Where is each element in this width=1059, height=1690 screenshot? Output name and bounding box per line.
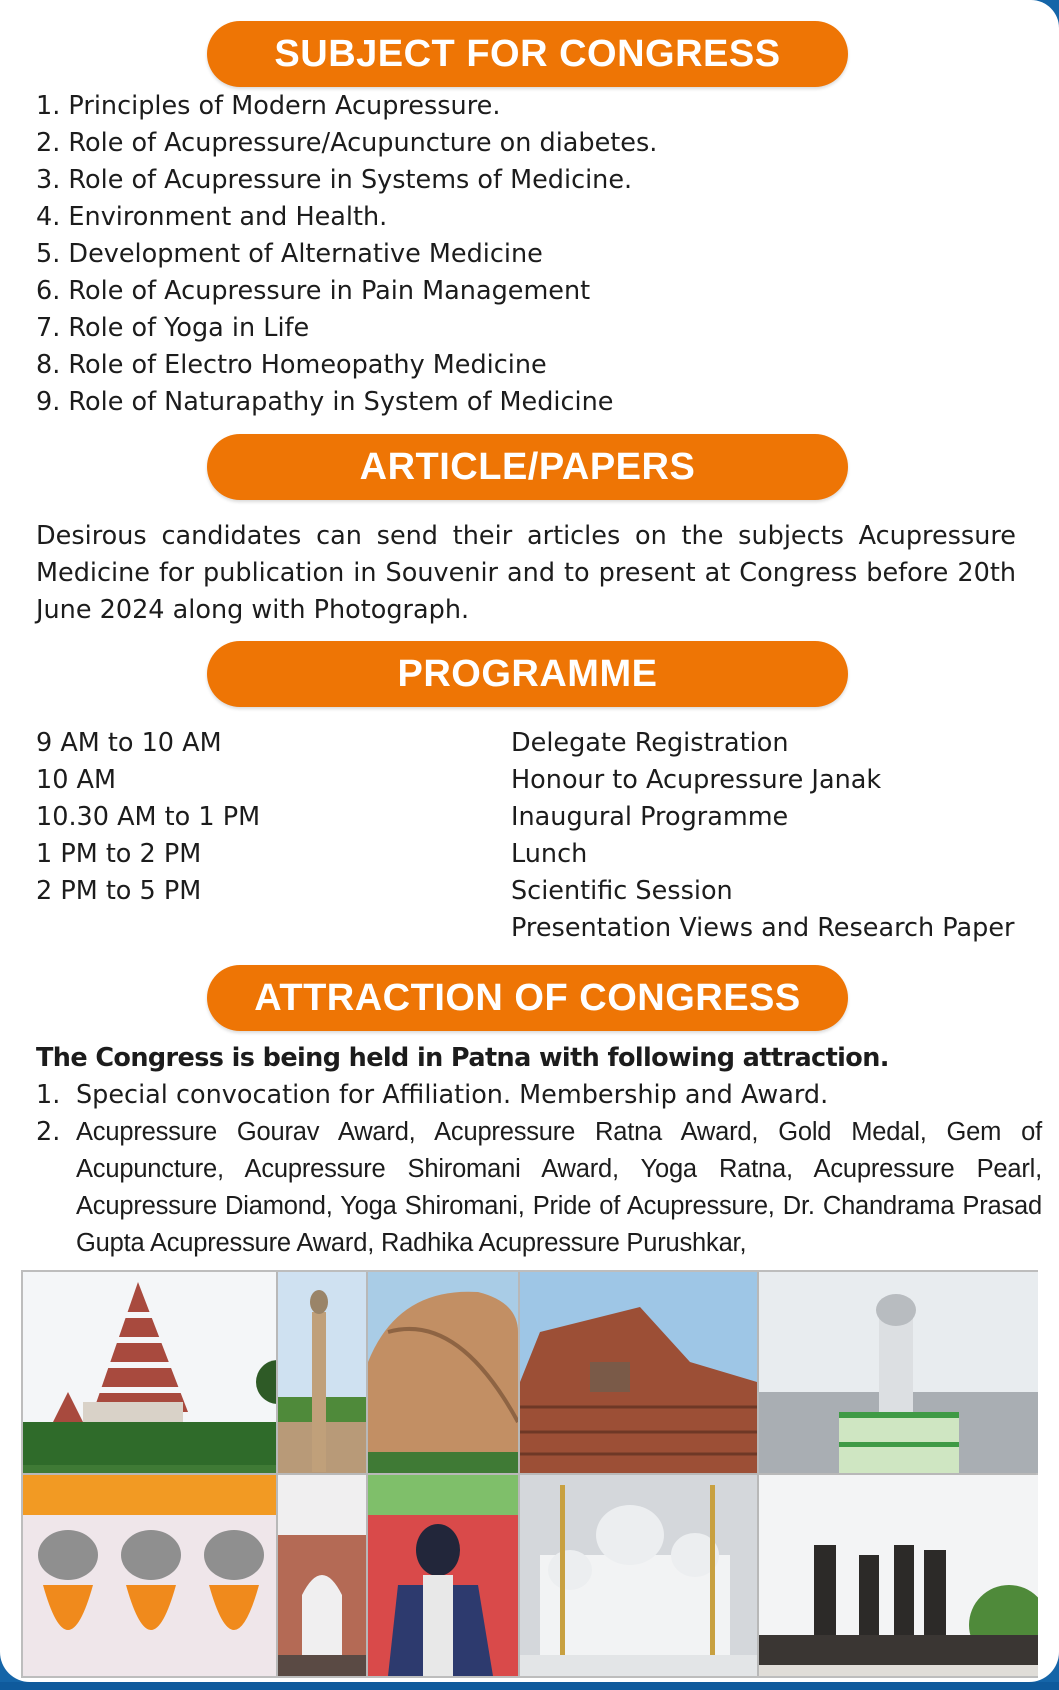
goddess-idol-photo [368,1475,518,1676]
programme-time: 1 PM to 2 PM [36,839,202,869]
subject-item: 6. Role of Acupressure in Pain Management [36,276,591,306]
attraction-item-text: Acupressure Gourav Award, Acupressure Ratna Award, Gold Medal, Gem of Acupuncture, Acupressure Shiromani Award, Yoga Ratna, Acupressure Pearl, Acupressure Diamond, Yoga Shiromani, Pride of Acupressure, Dr. Chandrama Prasad Gupta Acupressure Award, Radhika Acupressure Purushkar, [76,1118,1042,1257]
attraction-item-number: 2. [36,1117,61,1147]
subject-item: 5. Development of Alternative Medicine [36,239,543,269]
programme-time: 10 AM [36,765,116,795]
photo-gallery [21,1270,1038,1678]
attraction-item [36,1114,1042,1262]
white-gurudwara-photo [520,1475,757,1676]
programme-activity: Scientific Session [511,876,733,906]
attraction-item-number: 1. [36,1080,61,1110]
subject-list [36,88,657,421]
programme-activity: Inaugural Programme [511,802,789,832]
mosque-minaret-photo [759,1272,1038,1473]
programme-activity: Presentation Views and Research Paper [511,913,1015,943]
ashoka-pillar-photo [278,1272,366,1473]
programme-activities [511,725,1015,947]
attraction-item-text: Special convocation for Affiliation. Membership and Award. [76,1080,829,1110]
articles-heading: ARTICLE/PAPERS [207,434,848,500]
memorial-arch-photo [278,1475,366,1676]
subject-item: 8. Role of Electro Homeopathy Medicine [36,350,547,380]
martyrs-statue-photo [759,1475,1038,1676]
programme-activity: Lunch [511,839,588,869]
attraction-lead: The Congress is being held in Patna with following attraction. [36,1043,889,1073]
subject-item: 1. Principles of Modern Acupressure. [36,91,501,121]
subject-heading: SUBJECT FOR CONGRESS [207,21,848,87]
golghar-dome-photo [368,1272,518,1473]
attraction-heading: ATTRACTION OF CONGRESS [207,965,848,1031]
programme-activity: Honour to Acupressure Janak [511,765,882,795]
subject-item: 7. Role of Yoga in Life [36,313,310,343]
subject-item: 3. Role of Acupressure in Systems of Medicine. [36,165,633,195]
programme-times [36,725,260,910]
programme-time: 2 PM to 5 PM [36,876,202,906]
subject-item: 9. Role of Naturapathy in System of Medicine [36,387,614,417]
articles-paragraph: Desirous candidates can send their articles on the subjects Acupressure Medicine for publication in Souvenir and to present at Congress before 20th June 2024 along with Photograph. [36,521,1016,625]
subject-item: 2. Role of Acupressure/Acupuncture on diabetes. [36,128,658,158]
programme-activity: Delegate Registration [511,728,789,758]
programme-heading: PROGRAMME [207,641,848,707]
programme-time: 10.30 AM to 1 PM [36,802,261,832]
subject-item: 4. Environment and Health. [36,202,388,232]
tiered-temple-photo [23,1272,276,1473]
attraction-item [36,1077,1042,1114]
brick-ruins-photo [520,1272,757,1473]
frame-border [0,1682,1059,1690]
programme-time: 9 AM to 10 AM [36,728,222,758]
garlanded-deities-photo [23,1475,276,1676]
